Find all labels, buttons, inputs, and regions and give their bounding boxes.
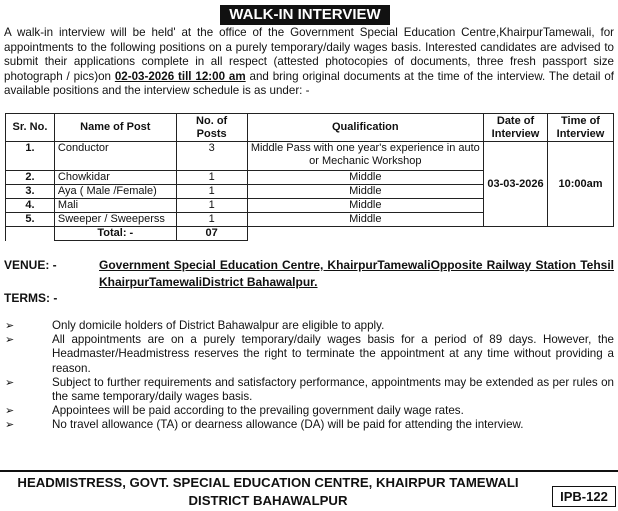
list-item: ➢ All appointments are on a purely temporary/daily wages basis for a period of 89 days. However, the Headmaster/Headmistress reserves the right to terminate the appointment at any time without providing a reason.	[5, 333, 614, 375]
footer	[0, 470, 618, 511]
positions-table	[5, 113, 614, 241]
row-sr: 3.	[6, 185, 55, 199]
col-header-interview-time: Time of Interview	[548, 114, 614, 142]
ipb-code-badge: IPB-122	[552, 486, 616, 507]
interview-time: 10:00am	[548, 142, 614, 227]
application-deadline: 02-03-2026 till 12:00 am	[114, 69, 246, 83]
total-value: 07	[176, 227, 247, 241]
page-title: WALK-IN INTERVIEW	[220, 5, 390, 25]
row-count: 1	[176, 213, 247, 227]
issuing-authority	[8, 474, 528, 510]
list-item: ➢ Subject to further requirements and satisfactory performance, appointments may be extended as per rules on the same temporary/daily wages basis.	[5, 375, 614, 404]
row-post: Sweeper / Sweeperss	[54, 213, 176, 227]
row-sr: 5.	[6, 213, 55, 227]
row-qualification: Middle	[247, 199, 483, 213]
intro-text-1: A walk-in interview will be held' at the office of the Government Special Education Centre,KhairpurTamewali, for appointments to the following positions on a purely temporary/daily wages basis. Interested candidates are advised to submit their applications complete in all respect (attested photocopies of documents, three fresh passport size photograph / pics)on	[4, 26, 614, 83]
row-post: Mali	[54, 199, 176, 213]
total-label: Total: -	[54, 227, 176, 241]
row-sr: 1.	[6, 142, 55, 171]
row-qualification: Middle	[247, 171, 483, 185]
intro-text-2: and bring original documents at the time of the interview. The detail of available positions and the interview schedule is as under: -	[4, 69, 615, 97]
col-header-sr-no: Sr. No.	[6, 114, 55, 142]
col-header-post: Name of Post	[54, 114, 176, 142]
authority-line-1: HEADMISTRESS, GOVT. SPECIAL EDUCATION CENTRE, KHAIRPUR TAMEWALI	[17, 475, 519, 490]
authority-line-2: DISTRICT BAHAWALPUR	[188, 493, 348, 508]
col-header-count: No. of Posts	[176, 114, 247, 142]
row-count: 1	[176, 171, 247, 185]
row-qualification: Middle	[247, 185, 483, 199]
intro-paragraph	[4, 26, 614, 99]
table-header-row	[6, 114, 614, 142]
arrow-bullet-icon: ➢	[5, 376, 15, 389]
row-post: Conductor	[54, 142, 176, 171]
terms-label: TERMS: -	[4, 291, 58, 305]
venue-label: VENUE: -	[4, 258, 57, 272]
arrow-bullet-icon: ➢	[5, 320, 15, 332]
row-count: 1	[176, 185, 247, 199]
terms-list	[4, 319, 614, 433]
list-item: ➢ No travel allowance (TA) or dearness allowance (DA) will be paid for attending the interview.	[5, 418, 524, 432]
row-count: 3	[176, 142, 247, 171]
list-item: ➢ Only domicile holders of District Bahawalpur are eligible to apply.	[5, 319, 385, 332]
row-post: Aya ( Male /Female)	[54, 185, 176, 199]
row-qualification: Middle	[247, 213, 483, 227]
row-sr: 2.	[6, 171, 55, 185]
col-header-interview-date: Date of Interview	[484, 114, 548, 142]
arrow-bullet-icon: ➢	[5, 419, 15, 432]
row-count: 1	[176, 199, 247, 213]
arrow-bullet-icon: ➢	[5, 405, 15, 418]
col-header-qualification: Qualification	[247, 114, 483, 142]
venue-address: Government Special Education Centre, KhairpurTamewaliOpposite Railway Station Tehsil KhairpurTamewaliDistrict Bahawalpur.	[99, 258, 614, 289]
row-qualification: Middle Pass with one year's experience in auto or Mechanic Workshop	[247, 142, 483, 171]
row-sr: 4.	[6, 199, 55, 213]
row-post: Chowkidar	[54, 171, 176, 185]
arrow-bullet-icon: ➢	[5, 334, 15, 347]
total-row	[6, 227, 614, 241]
list-item: ➢ Appointees will be paid according to the prevailing government daily wage rates.	[5, 404, 464, 418]
interview-date: 03-03-2026	[484, 142, 548, 227]
table-row	[6, 142, 614, 171]
